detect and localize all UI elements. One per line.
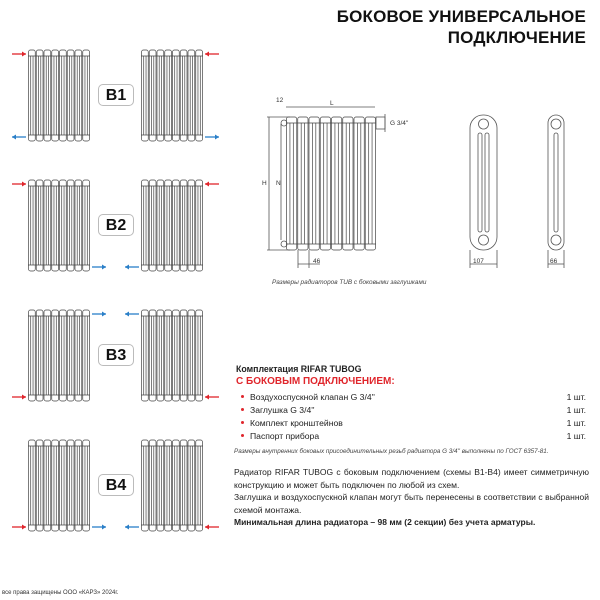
return-arrow-icon bbox=[125, 312, 139, 317]
return-arrow-icon bbox=[92, 312, 106, 317]
supply-arrow-icon bbox=[205, 525, 219, 530]
supply-arrow-icon bbox=[12, 52, 26, 57]
drawing-caption: Размеры радиаторов TUB с боковыми заглушками bbox=[272, 279, 427, 286]
supply-arrow-icon bbox=[205, 52, 219, 57]
dimension-drawing bbox=[240, 90, 600, 280]
return-arrow-icon bbox=[125, 525, 139, 530]
dim-N: N bbox=[276, 180, 281, 187]
radiator bbox=[141, 180, 203, 271]
supply-arrow-icon bbox=[205, 395, 219, 400]
kit-heading: Комплектация RIFAR TUBOG bbox=[236, 364, 362, 374]
kit-item: Воздухоспускной клапан G 3/4'' 1 шт. bbox=[236, 390, 586, 403]
bullet-icon bbox=[241, 434, 244, 437]
return-arrow-icon bbox=[12, 135, 26, 140]
scheme-label: B1 bbox=[98, 84, 134, 106]
kit-item: Комплект кронштейнов 1 шт. bbox=[236, 416, 586, 429]
copyright: все права защищены ООО «КАРЗ» 2024г. bbox=[2, 590, 119, 596]
radiator bbox=[28, 180, 90, 271]
bullet-icon bbox=[241, 421, 244, 424]
kit-item: Заглушка G 3/4'' 1 шт. bbox=[236, 403, 586, 416]
return-arrow-icon bbox=[92, 525, 106, 530]
supply-arrow-icon bbox=[205, 182, 219, 187]
dim-46: 46 bbox=[313, 258, 321, 265]
return-arrow-icon bbox=[205, 135, 219, 140]
page-title: БОКОВОЕ УНИВЕРСАЛЬНОЕ ПОДКЛЮЧЕНИЕ bbox=[336, 7, 586, 47]
return-arrow-icon bbox=[125, 265, 139, 270]
scheme-label: B3 bbox=[98, 344, 134, 366]
scheme-label: B4 bbox=[98, 474, 134, 496]
dim-107: 107 bbox=[473, 258, 484, 265]
description: Радиатор RIFAR TUBOG с боковым подключением (схемы B1-B4) имеет симметричную конструкцию и может быть подключен по любой из схем. Заглушка и воздухоспускной клапан могут быть перенесены в соответствии с выбранной схемой монтажа. Минимальная длина радиатора – 98 мм (2 секции) без учета арматуры. bbox=[234, 467, 589, 527]
radiator bbox=[141, 440, 203, 531]
kit-item: Паспорт прибора 1 шт. bbox=[236, 429, 586, 442]
radiator bbox=[286, 117, 376, 250]
kit-footnote: Размеры внутренних боковых присоединительных резьб радиатора G 3/4'' выполнены по ГОСТ 6357-81. bbox=[234, 448, 549, 455]
radiator bbox=[28, 440, 90, 531]
supply-arrow-icon bbox=[12, 395, 26, 400]
scheme-label: B2 bbox=[98, 214, 134, 236]
thread-label: G 3/4'' bbox=[390, 120, 409, 127]
bullet-icon bbox=[241, 395, 244, 398]
radiator bbox=[28, 310, 90, 401]
dim-L: L bbox=[330, 100, 334, 107]
return-arrow-icon bbox=[92, 265, 106, 270]
supply-arrow-icon bbox=[12, 182, 26, 187]
radiator bbox=[28, 50, 90, 141]
dim-12: 12 bbox=[276, 97, 284, 104]
radiator bbox=[141, 310, 203, 401]
kit-subheading: С БОКОВЫМ ПОДКЛЮЧЕНИЕМ: bbox=[236, 376, 395, 387]
bullet-icon bbox=[241, 408, 244, 411]
dim-H: H bbox=[262, 180, 267, 187]
kit-list bbox=[236, 364, 586, 442]
supply-arrow-icon bbox=[12, 525, 26, 530]
dim-66: 66 bbox=[550, 258, 558, 265]
radiator bbox=[141, 50, 203, 141]
